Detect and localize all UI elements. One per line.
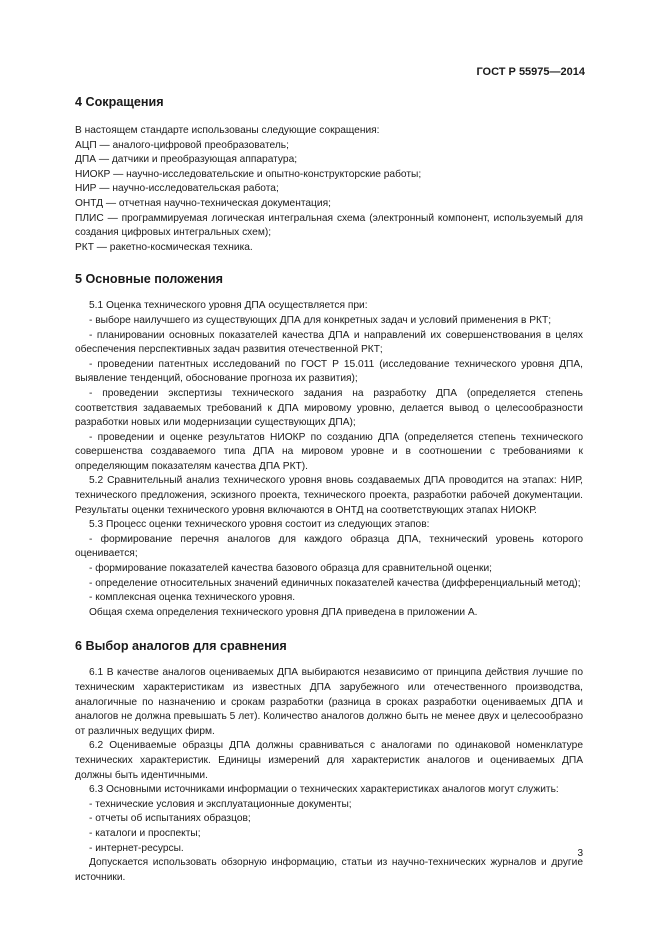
section-5-title: 5 Основные положения xyxy=(75,272,224,287)
standard-header: ГОСТ Р 55975—2014 xyxy=(476,66,585,78)
paragraph: 6.3 Основными источниками информации о технических характеристиках аналогов могут служить: xyxy=(89,784,559,796)
document-body xyxy=(75,94,583,885)
abbrev-item: АЦП — аналого-цифровой преобразователь; xyxy=(75,139,289,151)
list-item: - проведении экспертизы технического задания на разработку ДПА (определяется степень соответствия задаваемых требований к ДПА мировому уровню, делается вывод о целесообразности разработки новых или модернизации существующих ДПА); xyxy=(75,387,583,429)
paragraph: 5.3 Процесс оценки технического уровня состоит из следующих этапов: xyxy=(89,519,430,531)
abbrev-item: НИОКР — научно-исследовательские и опытно-конструкторские работы; xyxy=(75,168,422,180)
list-item: - отчеты об испытаниях образцов; xyxy=(89,813,251,825)
list-item: - интернет-ресурсы. xyxy=(89,842,184,854)
list-item: - формирование перечня аналогов для каждого образца ДПА, технический уровень которого оценивается; xyxy=(75,533,583,560)
section-4-title: 4 Сокращения xyxy=(75,95,164,109)
section-6-title: 6 Выбор аналогов для сравнения xyxy=(75,639,287,654)
section-5-body xyxy=(75,299,583,620)
abbreviations-list xyxy=(75,124,583,255)
abbrev-item: РКТ — ракетно-космическая техника. xyxy=(75,241,253,253)
list-item: - проведении патентных исследований по ГОСТ Р 15.011 (исследование технического уровня ДПА, выявление тенденций, обоснование прогноза их развития); xyxy=(75,358,583,385)
paragraph: Допускается использовать обзорную информацию, статьи из научно-технических журналов и другие источники. xyxy=(75,857,583,883)
list-item: - выборе наилучшего из существующих ДПА для конкретных задач и условий применения в РКТ; xyxy=(89,314,552,326)
abbrev-item: ОНТД — отчетная научно-техническая документация; xyxy=(75,197,331,209)
list-item: - формирование показателей качества базового образца для сравнительной оценки; xyxy=(89,563,492,575)
page-number: 3 xyxy=(577,848,583,859)
list-item: - проведении и оценке результатов НИОКР по созданию ДПА (определяется степень технического совершенства создаваемого типа ДПА на мировом уровне и в соотношении с требованиями к определяющим показателям качества ДПА РКТ). xyxy=(75,431,583,472)
list-item: - комплексная оценка технического уровня. xyxy=(89,592,296,604)
paragraph: 6.2 Оцениваемые образцы ДПА должны сравниваться с аналогами по одинаковой номенклатуре технических характеристик. Единицы измерений для характеристик аналогов и оцениваемых ДПА должны быть идентичными. xyxy=(75,740,583,781)
list-item: - технические условия и эксплуатационные документы; xyxy=(89,798,352,810)
abbrev-intro: В настоящем стандарте использованы следующие сокращения: xyxy=(75,125,380,136)
list-item: - планировании основных показателей качества ДПА и направлений их совершенствования в целях обеспечения перспективных задач развития отечественной РКТ; xyxy=(75,329,583,356)
abbrev-item: ПЛИС — программируемая логическая интегральная схема (электронный компонент, используемый для создания цифровых интегральных схем); xyxy=(75,212,583,239)
abbrev-item: ДПА — датчики и преобразующая аппаратура; xyxy=(75,154,298,166)
paragraph: 6.1 В качестве аналогов оцениваемых ДПА выбираются независимо от принципа действия лучшие по техническим характеристикам из известных ДПА зарубежного или отечественного производства, аналогичные по назначению и срокам разработки (разница в сроках разработки оцениваемых ДПА и аналогов не должна превышать 5 лет). Количество аналогов должно быть не менее двух и целесообразно от различных ведущих фирм. xyxy=(75,667,583,737)
section-6-body xyxy=(75,666,583,885)
list-item: - каталоги и проспекты; xyxy=(89,827,201,839)
abbrev-item: НИР — научно-исследовательская работа; xyxy=(75,183,279,195)
paragraph: 5.2 Сравнительный анализ технического уровня вновь создаваемых ДПА проводится на этапах: НИР, технического предложения, эскизного проекта, технического проекта, разработки рабочей документации. Результаты оценки технического уровня включаются в ОНТД на соответствующих этапах НИОКР. xyxy=(75,475,583,516)
paragraph: Общая схема определения технического уровня ДПА приведена в приложении А. xyxy=(89,606,478,618)
list-item: - определение относительных значений единичных показателей качества (дифференциальный метод); xyxy=(89,577,581,589)
paragraph: 5.1 Оценка технического уровня ДПА осуществляется при: xyxy=(89,300,368,312)
